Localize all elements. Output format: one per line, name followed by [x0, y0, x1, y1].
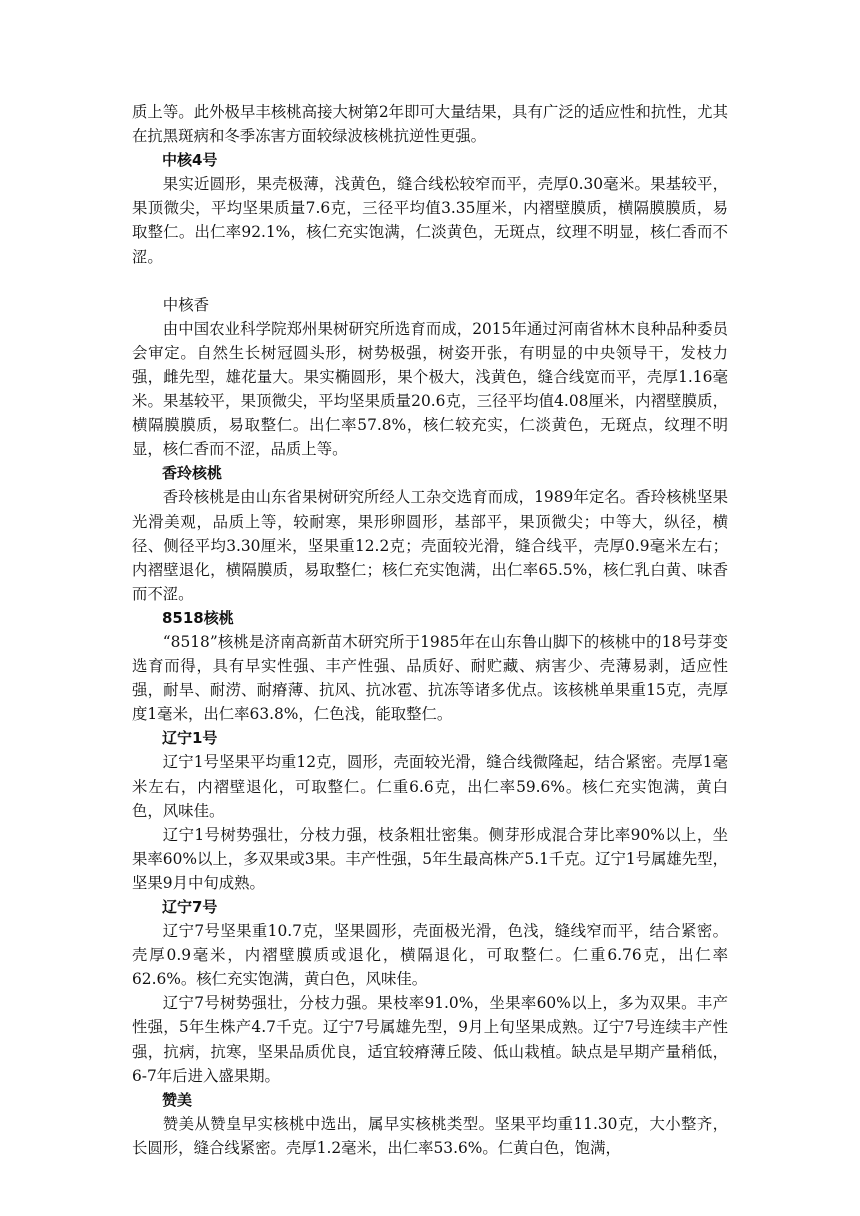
paragraph: 辽宁7号坚果重10.7克，坚果圆形，壳面极光滑，色浅，缝线窄而平，结合紧密。壳厚0.9毫米，内褶壁膜质或退化，横隔退化，可取整仁。仁重6.76克，出仁率62.6%。核仁充实饱满，黄白色，风味佳。: [132, 922, 728, 989]
paragraph: “8518”核桃是济南高新苗木研究所于1985年在山东鲁山脚下的核桃中的18号芽变选育而得，具有早实性强、丰产性强、品质好、耐贮藏、病害少、壳薄易剥，适应性强，耐旱、耐涝、耐瘠薄、抗风、抗冰雹、抗冻等诸多优点。该核桃单果重15克，壳厚度1毫米，出仁率63.8%，仁色浅，能取整仁。: [132, 632, 728, 724]
paragraph: 香玲核桃是由山东省果树研究所经人工杂交选育而成，1989年定名。香玲核桃坚果光滑美观，品质上等，较耐寒，果形卵圆形，基部平，果顶微尖；中等大，纵径，横径、侧径平均3.30厘米，坚果重12.2克；壳面较光滑，缝合线平，壳厚0.9毫米左右；内褶壁退化，横隔膜质，易取整仁；核仁充实饱满，出仁率65.5%，核仁乳白黄、味香而不涩。: [132, 488, 728, 603]
section-heading-liaoning-7: 辽宁7号: [162, 898, 218, 916]
section-heading-zhonghe-4: 中核4号: [162, 151, 218, 170]
paragraph: 赞美从赞皇早实核桃中选出，属早实核桃类型。坚果平均重11.30克，大小整齐，长圆形，缝合线紧密。壳厚1.2毫米，出仁率53.6%。仁黄白色，饱满，: [132, 1114, 728, 1157]
section-heading-zhonghexiang: 中核香: [162, 295, 209, 314]
blank-line: [132, 269, 728, 293]
paragraph: 由中国农业科学院郑州果树研究所选育而成，2015年通过河南省林木良种品种委员会审定。自然生长树冠圆头形，树势极强，树姿开张，有明显的中央领导干，发枝力强，雌先型，雄花量大。果实椭圆形，果个极大，浅黄色，缝合线宽而平，壳厚1.16毫米。果基较平，果顶微尖，平均坚果质量20.6克，三径平均值4.08厘米，内褶壁膜质，横隔膜膜质，易取整仁。出仁率57.8%，核仁较充实，仁淡黄色，无斑点，纹理不明显，核仁香而不涩，品质上等。: [132, 319, 728, 459]
section-heading-8518: 8518核桃: [162, 608, 234, 627]
section-heading-xiangling: 香玲核桃: [162, 464, 223, 483]
section-heading-zanmei: 赞美: [162, 1090, 193, 1109]
section-heading-liaoning-1: 辽宁1号: [162, 729, 218, 748]
paragraph: 辽宁1号树势强壮，分枝力强，枝条粗壮密集。侧芽形成混合芽比率90%以上，坐果率60%以上，多双果或3果。丰产性强，5年生最高株产5.1千克。辽宁1号属雄先型，坚果9月中旬成熟。: [132, 825, 728, 892]
paragraph: 果实近圆形，果壳极薄，浅黄色，缝合线松较窄而平，壳厚0.30毫米。果基较平，果顶微尖，平均坚果质量7.6克，三径平均值3.35厘米，内褶壁膜质，横隔膜膜质，易取整仁。出仁率92.1%，核仁充实饱满，仁淡黄色，无斑点，纹理不明显，核仁香而不涩。: [132, 175, 728, 266]
document-page: [132, 100, 728, 1160]
paragraph: 辽宁7号树势强壮，分枝力强。果枝率91.0%，坐果率60%以上，多为双果。丰产性强，5年生株产4.7千克。辽宁7号属雄先型，9月上旬坚果成熟。辽宁7号连续丰产性强，抗病，抗寒，坚果品质优良，适宜较瘠薄丘陵、低山栽植。缺点是早期产量稍低，6-7年后进入盛果期。: [132, 994, 728, 1085]
paragraph: 辽宁1号坚果平均重12克，圆形，壳面较光滑，缝合线微隆起，结合紧密。壳厚1毫米左右，内褶壁退化，可取整仁。仁重6.6克，出仁率59.6%。核仁充实饱满，黄白色，风味佳。: [132, 753, 728, 820]
continuation-paragraph: 质上等。此外极早丰核桃高接大树第2年即可大量结果，具有广泛的适应性和抗性，尤其在抗黑斑病和冬季冻害方面较绿波核桃抗逆性更强。: [132, 103, 728, 146]
